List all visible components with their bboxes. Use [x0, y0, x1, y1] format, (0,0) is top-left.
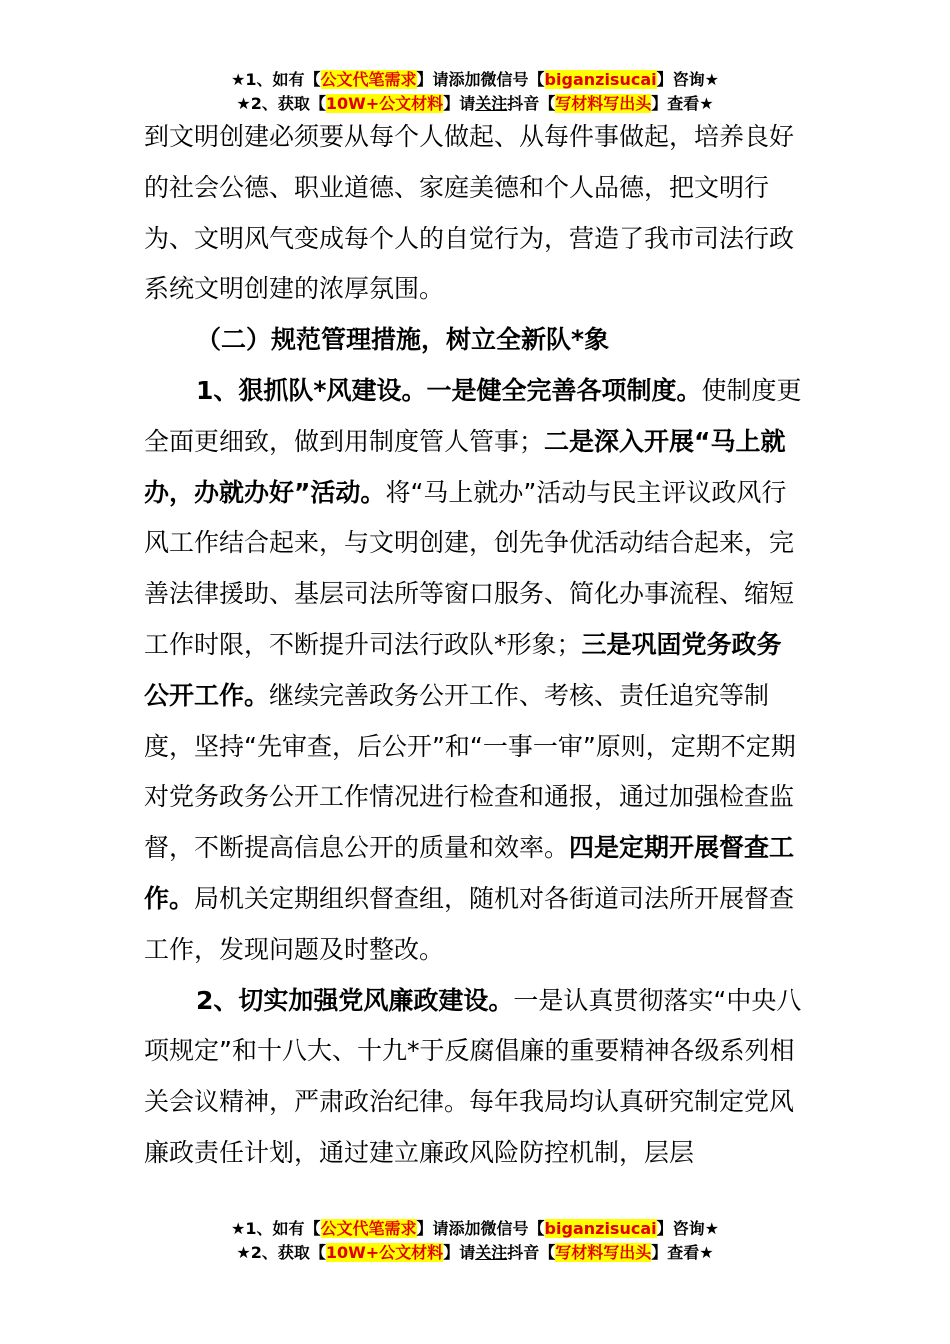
banner-wechat-id: biganzisucai: [544, 70, 657, 89]
paragraph: [144, 366, 806, 976]
banner-line-2: [0, 1241, 950, 1265]
banner-underlined: 关注: [475, 1243, 508, 1262]
bold-lead: 三是巩固党务政务公开工作。: [144, 629, 782, 710]
banner-text: 】请: [443, 1243, 476, 1262]
banner-highlight: 公文代笔需求: [320, 1219, 417, 1238]
banner-text: 】请添加微信号【: [416, 70, 545, 89]
paragraph-text: 使制度更全面更细致，做到用制度管人管事；: [144, 375, 802, 456]
banner-line-1: [0, 1217, 950, 1241]
banner-text: ★1、如有【: [231, 70, 321, 89]
banner-text: ★2、获取【: [236, 1243, 326, 1262]
banner-underlined: 关注: [475, 94, 508, 113]
paragraph: 到文明创建必须要从每个人做起、从每件事做起，培养良好的社会公德、职业道德、家庭美德和个人品德，把文明行为、文明风气变成每个人的自觉行为，营造了我市司法行政系统文明创建的浓厚氛围。: [144, 122, 795, 304]
banner-wechat-id: biganzisucai: [544, 1219, 657, 1238]
banner-text: 】请添加微信号【: [416, 1219, 545, 1238]
banner-text: 】查看★: [651, 94, 714, 113]
paragraph: [144, 976, 806, 1179]
banner-highlight: 10W+公文材料: [325, 1243, 444, 1262]
paragraph-text: 一是认真贯彻落实“中央八项规定”和十八大、十九*于反腐倡廉的重要精神各级系列相关会议精神，严肃政治纪律。每年我局均认真研究制定党风廉政责任计划，通过建立廉政风险防控机制，层层: [144, 985, 802, 1167]
paragraph-text: 局机关定期组织督查组，随机对各街道司法所开展督查工作，发现问题及时整改。: [144, 883, 795, 964]
footer-banner: [0, 1217, 950, 1265]
banner-text: 抖音【: [507, 1243, 556, 1262]
banner-text: 】咨询★: [656, 1219, 719, 1238]
banner-text: ★1、如有【: [231, 1219, 321, 1238]
bold-lead: 二是深入开展“马上就办，办就办好”活动。: [144, 426, 786, 507]
bold-lead: 2、切实加强党风廉政建设。: [196, 985, 514, 1015]
banner-text: 抖音【: [507, 94, 556, 113]
document-body: [144, 112, 806, 1179]
banner-line-1: [0, 68, 950, 92]
banner-text: 】查看★: [651, 1243, 714, 1262]
banner-text: 】咨询★: [656, 70, 719, 89]
bold-lead: 四是定期开展督查工作。: [144, 833, 795, 913]
bold-lead: 1、狠抓队*风建设。一是健全完善各项制度。: [196, 375, 702, 405]
banner-highlight: 公文代笔需求: [320, 70, 417, 89]
banner-highlight: 10W+公文材料: [325, 94, 444, 113]
header-banner: [0, 68, 950, 116]
banner-text: ★2、获取【: [236, 94, 326, 113]
paragraph-text: 继续完善政务公开工作、考核、责任追究等制度，坚持“先审查，后公开”和“一事一审”原则，定期不定期对党务政务公开工作情况进行检查和通报，通过加强检查监督，不断提高信息公开的质量和效率。: [144, 680, 796, 863]
banner-text: 】请: [443, 94, 476, 113]
section-heading: （二）规范管理措施，树立全新队*象: [196, 325, 610, 355]
banner-highlight: 写材料写出头: [555, 94, 652, 113]
paragraph-text: 将“马上就办”活动与民主评议政风行风工作结合起来，与文明创建，创先争优活动结合起来，完善法律援助、基层司法所等窗口服务、简化办事流程、缩短工作时限，不断提升司法行政队*形象；: [144, 477, 795, 659]
banner-highlight: 写材料写出头: [555, 1243, 652, 1262]
